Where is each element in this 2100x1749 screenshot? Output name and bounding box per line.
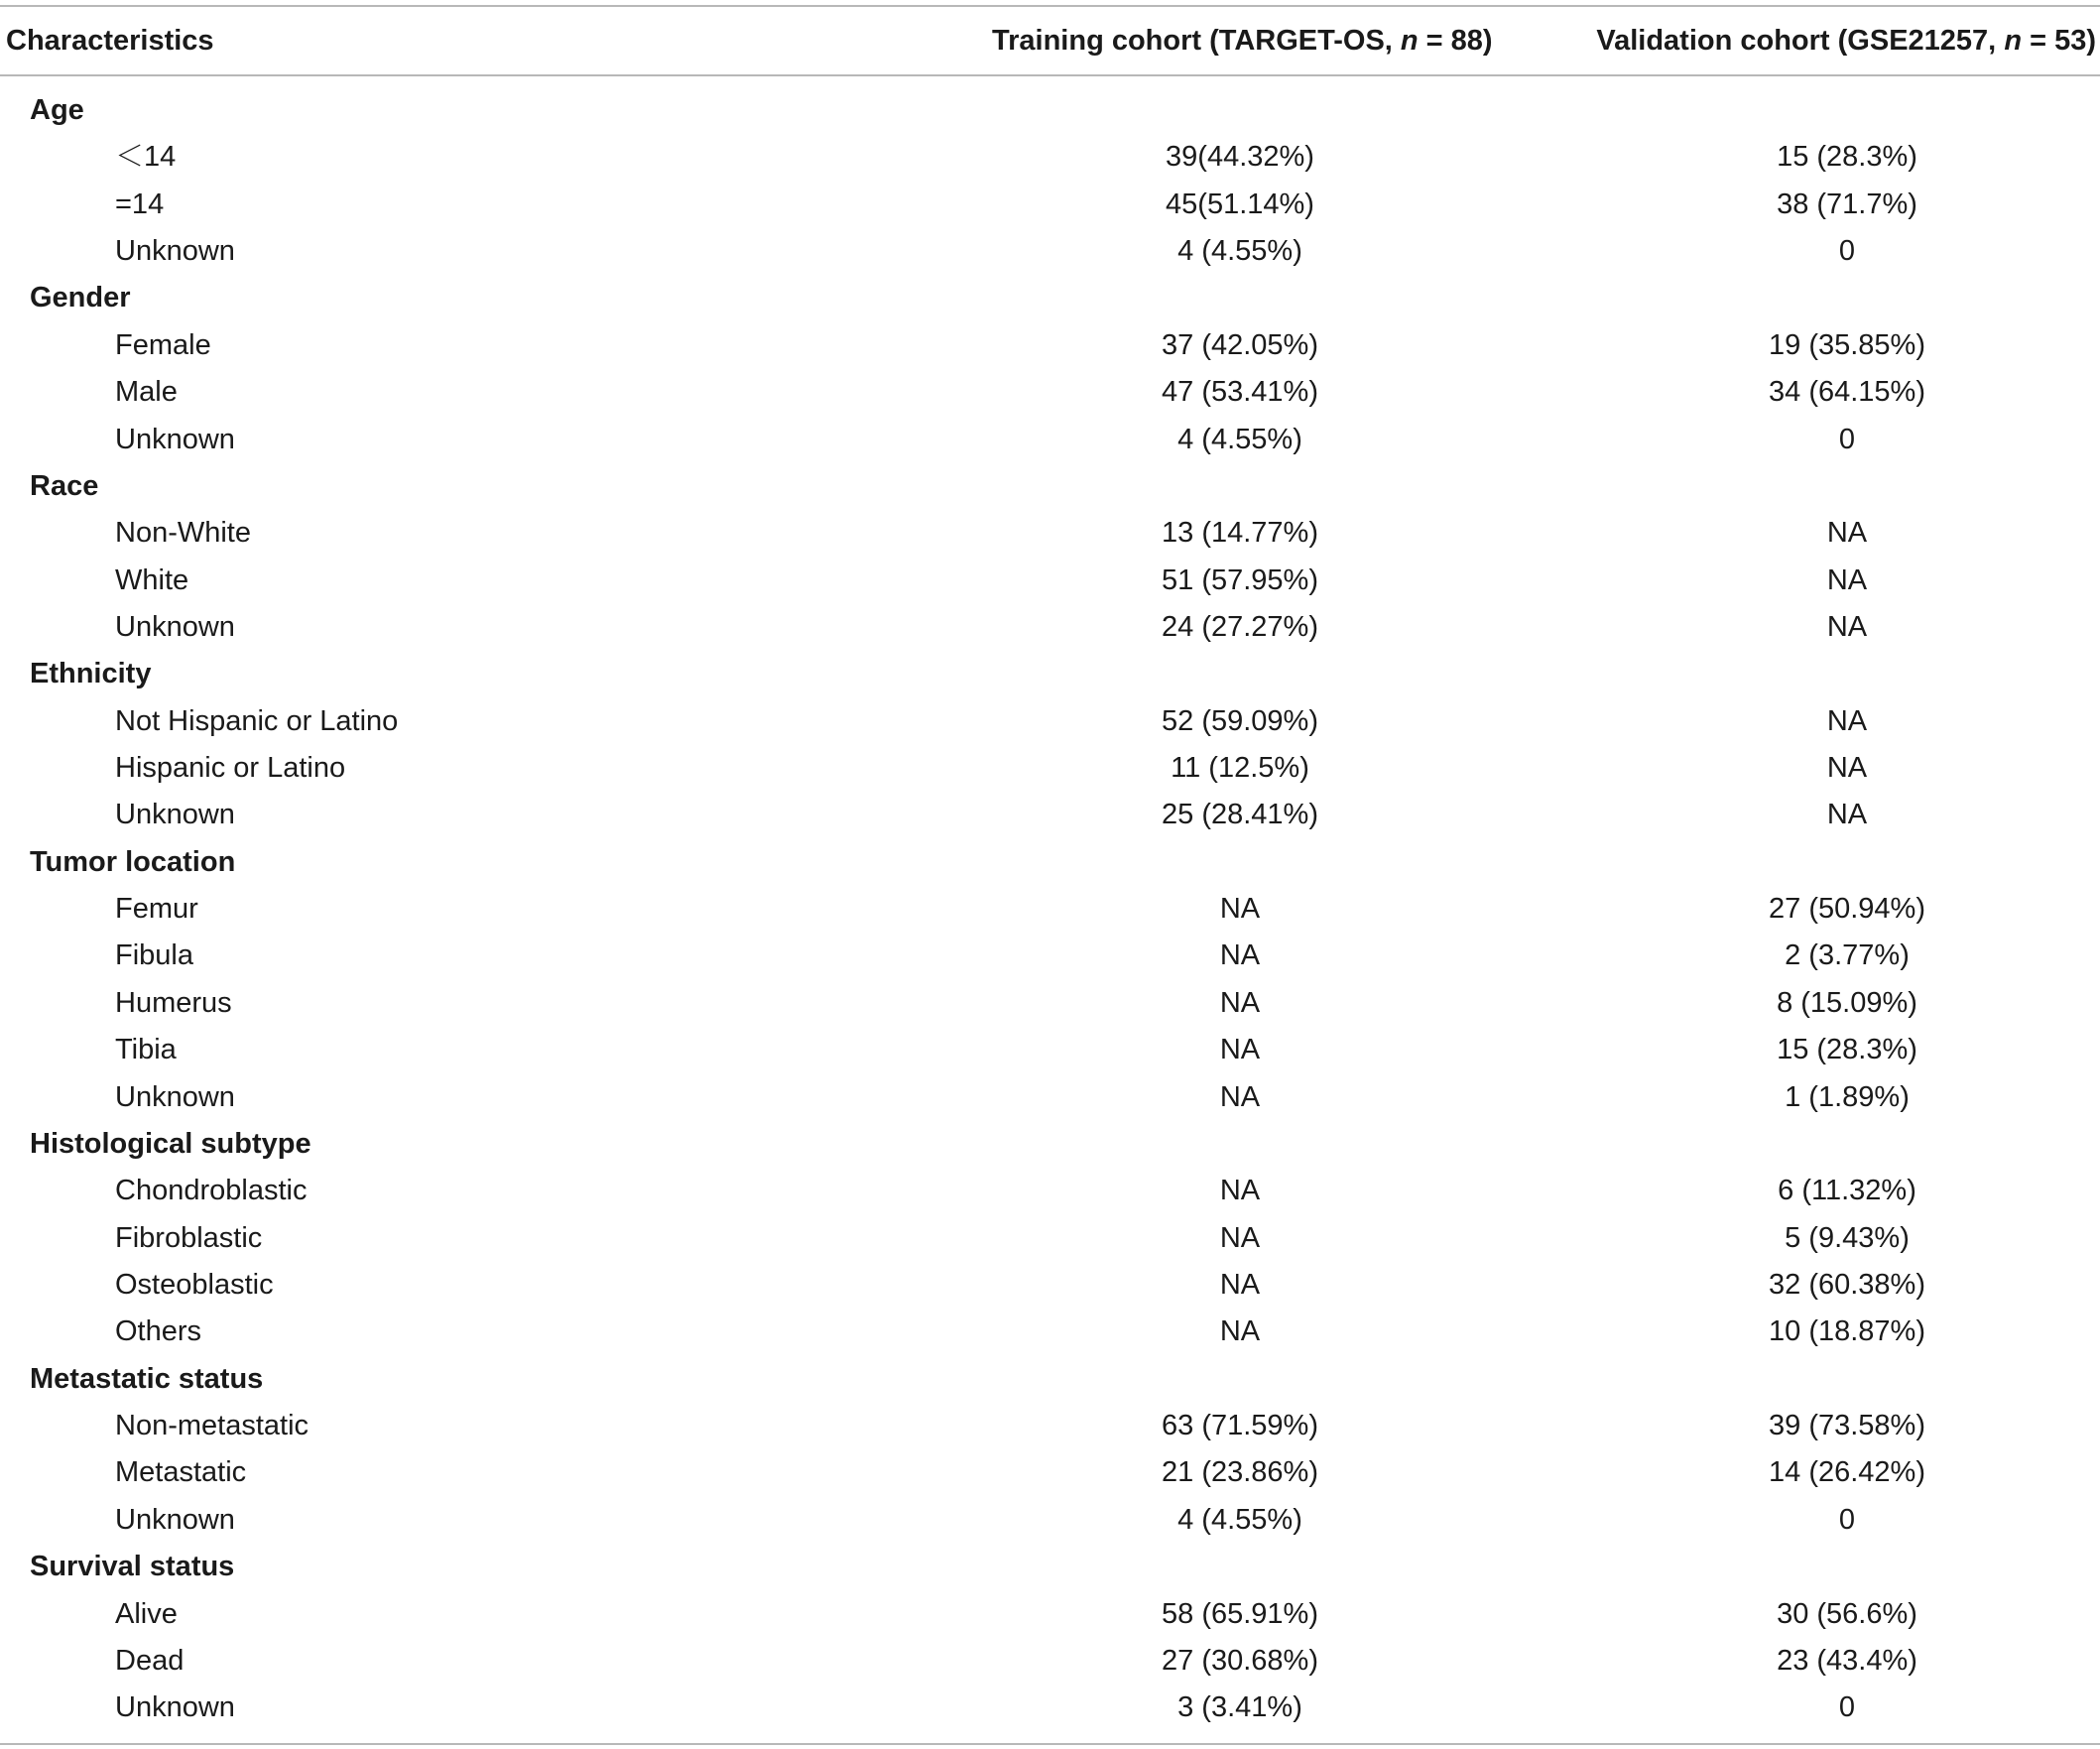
characteristic-cell: Osteoblastic <box>115 1268 274 1301</box>
training-cohort-cell: 52 (59.09%) <box>1162 704 1318 737</box>
table-row <box>0 228 2100 275</box>
validation-cohort-cell: 1 (1.89%) <box>1785 1080 1910 1113</box>
training-cohort-cell: NA <box>1219 1175 1261 1207</box>
characteristic-cell: Non-metastatic <box>115 1410 309 1442</box>
header-validation-cohort <box>1596 10 2096 71</box>
table-row <box>0 322 2100 369</box>
characteristic-cell: Unknown <box>115 799 235 831</box>
validation-cohort-cell: 15 (28.3%) <box>1777 141 1917 174</box>
table-row <box>0 1403 2100 1449</box>
training-cohort-cell: 58 (65.91%) <box>1162 1597 1318 1630</box>
characteristic-cell: Survival status <box>30 1551 235 1583</box>
characteristic-cell: Tibia <box>115 1034 177 1066</box>
table-row <box>0 510 2100 557</box>
characteristic-cell: ＜14 <box>115 141 177 174</box>
header-training-n: n <box>1400 25 1419 57</box>
table-row <box>0 604 2100 651</box>
table-row <box>0 1591 2100 1638</box>
table-row <box>0 792 2100 838</box>
bottom-rule <box>0 1743 2100 1745</box>
table-row <box>0 1309 2100 1355</box>
table-row <box>0 1168 2100 1214</box>
characteristic-cell: Gender <box>30 282 131 314</box>
table-row <box>0 369 2100 416</box>
table-group-row <box>0 275 2100 321</box>
validation-cohort-cell: 38 (71.7%) <box>1777 187 1917 220</box>
header-characteristics: Characteristics <box>6 25 214 57</box>
characteristic-cell: Unknown <box>115 235 235 268</box>
training-cohort-cell: 27 (30.68%) <box>1162 1644 1318 1677</box>
training-cohort-cell: NA <box>1219 939 1261 972</box>
characteristic-cell: Others <box>115 1315 202 1348</box>
table-body <box>0 87 2100 1732</box>
characteristic-cell: Unknown <box>115 610 235 643</box>
header-validation-suffix: = 53) <box>2022 25 2096 57</box>
training-cohort-cell: 47 (53.41%) <box>1162 376 1318 409</box>
characteristic-cell: Age <box>30 94 84 126</box>
training-cohort-cell: 24 (27.27%) <box>1162 610 1318 643</box>
training-cohort-cell: 11 (12.5%) <box>1171 752 1309 785</box>
characteristic-cell: Tumor location <box>30 845 236 878</box>
training-cohort-cell: 3 (3.41%) <box>1177 1691 1302 1724</box>
training-cohort-cell: NA <box>1219 1268 1261 1301</box>
training-cohort-cell: 63 (71.59%) <box>1162 1410 1318 1442</box>
table-row <box>0 1638 2100 1685</box>
header-training-cohort <box>992 10 1493 71</box>
table-row <box>0 134 2100 181</box>
validation-cohort-cell: NA <box>1826 799 1868 831</box>
table-row <box>0 1449 2100 1496</box>
characteristic-cell: Hispanic or Latino <box>115 752 346 785</box>
table-row <box>0 1215 2100 1262</box>
characteristic-cell: Unknown <box>115 1503 235 1536</box>
characteristic-cell: Femur <box>115 893 198 926</box>
table-row <box>0 417 2100 463</box>
top-rule <box>0 5 2100 7</box>
validation-cohort-cell: NA <box>1826 752 1868 785</box>
table-group-row <box>0 463 2100 510</box>
table-row <box>0 980 2100 1027</box>
table-row <box>0 1685 2100 1731</box>
characteristic-cell: Histological subtype <box>30 1127 311 1160</box>
header-validation-prefix: Validation cohort (GSE21257, <box>1596 25 2005 57</box>
table-group-row <box>0 1356 2100 1403</box>
characteristic-cell: Alive <box>115 1597 178 1630</box>
training-cohort-cell: NA <box>1219 1034 1261 1066</box>
validation-cohort-cell: NA <box>1826 610 1868 643</box>
training-cohort-cell: NA <box>1219 1315 1261 1348</box>
characteristic-cell: Dead <box>115 1644 185 1677</box>
validation-cohort-cell: 8 (15.09%) <box>1777 986 1917 1019</box>
validation-cohort-cell: 6 (11.32%) <box>1778 1175 1916 1207</box>
training-cohort-cell: NA <box>1219 1221 1261 1254</box>
table-row <box>0 1262 2100 1309</box>
validation-cohort-cell: 0 <box>1838 1691 1856 1724</box>
validation-cohort-cell: NA <box>1826 517 1868 550</box>
validation-cohort-cell: 0 <box>1838 1503 1856 1536</box>
training-cohort-cell: 25 (28.41%) <box>1162 799 1318 831</box>
table-row <box>0 1074 2100 1121</box>
table-header <box>0 10 2100 71</box>
validation-cohort-cell: 23 (43.4%) <box>1777 1644 1917 1677</box>
validation-cohort-cell: 5 (9.43%) <box>1785 1221 1910 1254</box>
characteristic-cell: Humerus <box>115 986 232 1019</box>
training-cohort-cell: 21 (23.86%) <box>1162 1456 1318 1489</box>
characteristic-cell: Race <box>30 469 99 502</box>
training-cohort-cell: 37 (42.05%) <box>1162 328 1318 361</box>
characteristic-cell: Fibula <box>115 939 193 972</box>
header-rule <box>0 74 2100 76</box>
table-row <box>0 745 2100 792</box>
header-training-prefix: Training cohort (TARGET-OS, <box>992 25 1401 57</box>
validation-cohort-cell: 19 (35.85%) <box>1769 328 1925 361</box>
table-row <box>0 886 2100 933</box>
table-group-row <box>0 651 2100 697</box>
table-row <box>0 558 2100 604</box>
validation-cohort-cell: 15 (28.3%) <box>1777 1034 1917 1066</box>
characteristic-cell: Metastatic status <box>30 1362 264 1395</box>
table-row <box>0 933 2100 979</box>
table-row <box>0 1497 2100 1544</box>
header-training-suffix: = 88) <box>1418 25 1493 57</box>
characteristic-cell: Ethnicity <box>30 658 152 690</box>
characteristic-cell: Male <box>115 376 178 409</box>
characteristic-cell: Unknown <box>115 1080 235 1113</box>
characteristic-cell: Unknown <box>115 423 235 455</box>
validation-cohort-cell: 27 (50.94%) <box>1769 893 1925 926</box>
training-cohort-cell: 4 (4.55%) <box>1177 1503 1302 1536</box>
table-row <box>0 182 2100 228</box>
characteristic-cell: =14 <box>115 187 165 220</box>
training-cohort-cell: 4 (4.55%) <box>1177 235 1302 268</box>
training-cohort-cell: 4 (4.55%) <box>1177 423 1302 455</box>
validation-cohort-cell: 34 (64.15%) <box>1769 376 1925 409</box>
validation-cohort-cell: 10 (18.87%) <box>1769 1315 1925 1348</box>
training-cohort-cell: NA <box>1219 1080 1261 1113</box>
table-group-row <box>0 87 2100 134</box>
training-cohort-cell: NA <box>1219 893 1261 926</box>
table-group-row <box>0 1544 2100 1590</box>
validation-cohort-cell: NA <box>1826 563 1868 596</box>
table-group-row <box>0 1121 2100 1168</box>
header-validation-n: n <box>2004 25 2023 57</box>
training-cohort-cell: NA <box>1219 986 1261 1019</box>
characteristic-cell: Not Hispanic or Latino <box>115 704 399 737</box>
training-cohort-cell: 51 (57.95%) <box>1162 563 1318 596</box>
training-cohort-cell: 39(44.32%) <box>1166 141 1314 174</box>
characteristic-cell: Female <box>115 328 211 361</box>
training-cohort-cell: 13 (14.77%) <box>1162 517 1318 550</box>
characteristic-cell: Metastatic <box>115 1456 247 1489</box>
validation-cohort-cell: 32 (60.38%) <box>1769 1268 1925 1301</box>
validation-cohort-cell: 0 <box>1838 423 1856 455</box>
table-row <box>0 1027 2100 1073</box>
validation-cohort-cell: NA <box>1826 704 1868 737</box>
table-row <box>0 698 2100 745</box>
characteristic-cell: Fibroblastic <box>115 1221 263 1254</box>
characteristic-cell: Non-White <box>115 517 251 550</box>
validation-cohort-cell: 0 <box>1838 235 1856 268</box>
characteristic-cell: Unknown <box>115 1691 235 1724</box>
table-group-row <box>0 839 2100 886</box>
training-cohort-cell: 45(51.14%) <box>1166 187 1314 220</box>
validation-cohort-cell: 30 (56.6%) <box>1777 1597 1917 1630</box>
characteristic-cell: White <box>115 563 189 596</box>
validation-cohort-cell: 39 (73.58%) <box>1769 1410 1925 1442</box>
characteristic-cell: Chondroblastic <box>115 1175 308 1207</box>
validation-cohort-cell: 2 (3.77%) <box>1785 939 1910 972</box>
validation-cohort-cell: 14 (26.42%) <box>1769 1456 1925 1489</box>
